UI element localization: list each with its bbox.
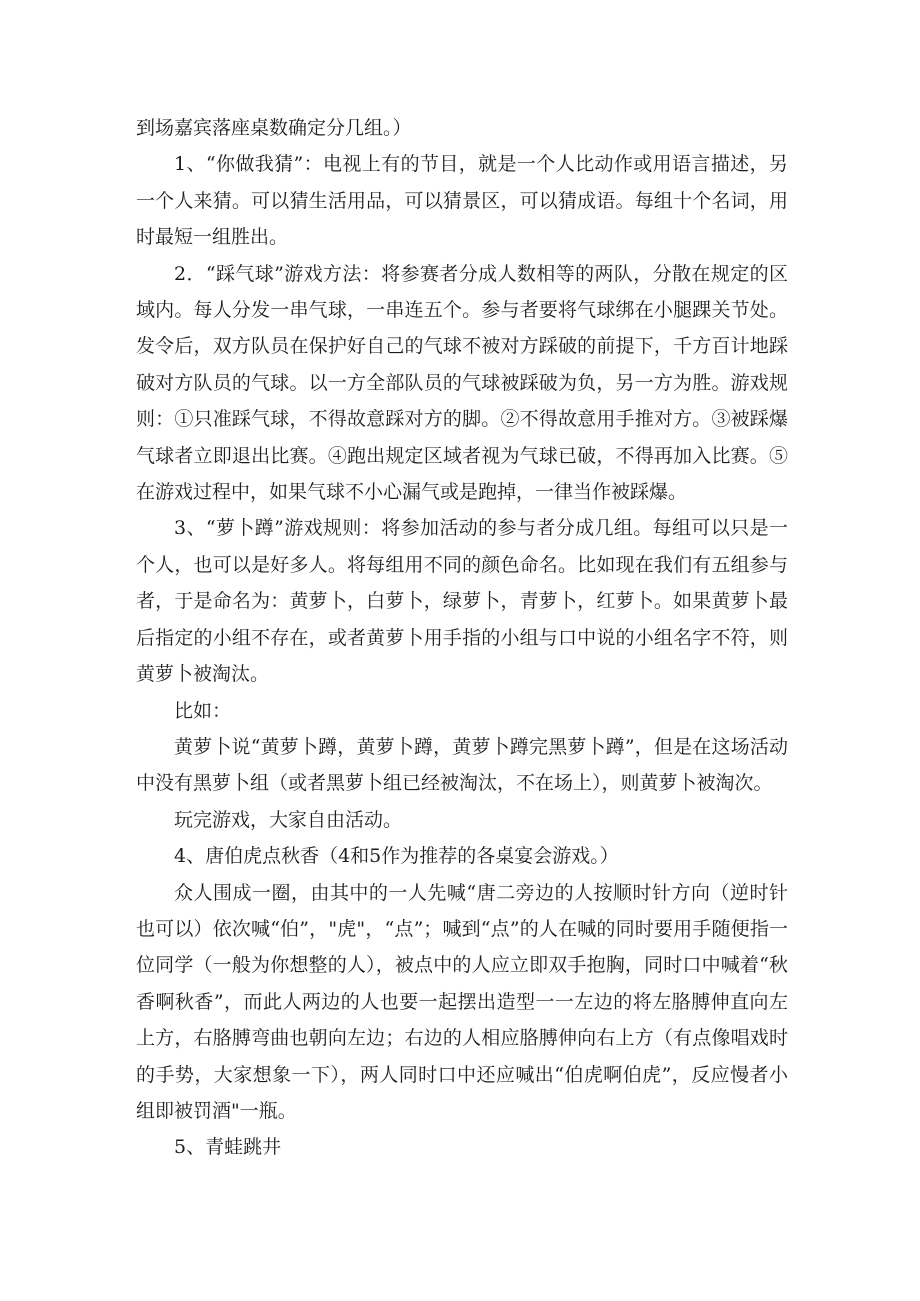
paragraph-example-label: 比如： bbox=[174, 699, 232, 722]
document-body bbox=[136, 110, 788, 1166]
paragraph-example: 黄萝卜说“黄萝卜蹲，黄萝卜蹲，黄萝卜蹲完黑萝卜蹲”，但是在这场活动中没有黑萝卜组（或者黑萝卜组已经被淘汰，不在场上），则黄萝卜被淘次。 bbox=[136, 735, 788, 795]
paragraph-continuation: 到场嘉宾落座桌数确定分几组。） bbox=[136, 117, 412, 139]
paragraph-game-5-heading: 5、青蛙跳井 bbox=[174, 1136, 282, 1159]
paragraph-game-2: 2．“踩气球”游戏方法：将参赛者分成人数相等的两队，分散在规定的区域内。每人分发一串气球，一串连五个。参与者要将气球绑在小腿踝关节处。发令后，双方队员在保护好自己的气球不被对方踩破的前提下，千方百计地踩破对方队员的气球。以一方全部队员的气球被踩破为负，另一方为胜。游戏规则：①只准踩气球，不得故意踩对方的脚。②不得故意用手推对方。③被踩爆气球者立即退出比赛。④跑出规定区域者视为气球已破，不得再加入比赛。⑤在游戏过程中，如果气球不小心漏气或是跑掉，一律当作被踩爆。 bbox=[136, 262, 788, 504]
paragraph-game-4-heading: 4、唐伯虎点秋香（4和5作为推荐的各桌宴会游戏。） bbox=[174, 845, 619, 868]
paragraph-game-1: 1、“你做我猜”：电视上有的节目，就是一个人比动作或用语言描述，另一个人来猜。可以猜生活用品，可以猜景区，可以猜成语。每组十个名词，用时最短一组胜出。 bbox=[136, 153, 788, 249]
paragraph-game-4: 众人围成一圈，由其中的一人先喊“唐二旁边的人按顺时针方向（逆时针也可以）依次喊“伯”，"虎"，“点”；喊到“点”的人在喊的同时要用手随便指一位同学（一般为你想整的人），被点中的人应立即双手抱胸，同时口中喊着“秋香啊秋香”，而此人两边的人也要一起摆出造型一一左边的将左胳膊伸直向左上方，右胳膊弯曲也朝向左边；右边的人相应胳膊伸向右上方（有点像唱戏时的手势，大家想象一下），两人同时口中还应喊出“伯虎啊伯虎”，反应慢者小组即被罚酒"一瓶。 bbox=[136, 881, 788, 1122]
paragraph-free-activity: 玩完游戏，大家自由活动。 bbox=[174, 808, 403, 831]
paragraph-game-3: 3、“萝卜蹲”游戏规则：将参加活动的参与者分成几组。每组可以只是一个人，也可以是好多人。将每组用不同的颜色命名。比如现在我们有五组参与者，于是命名为：黄萝卜，白萝卜，绿萝卜，青萝卜，红萝卜。如果黄萝卜最后指定的小组不存在，或者黄萝卜用手指的小组与口中说的小组名字不符，则黄萝卜被淘汰。 bbox=[136, 517, 788, 686]
